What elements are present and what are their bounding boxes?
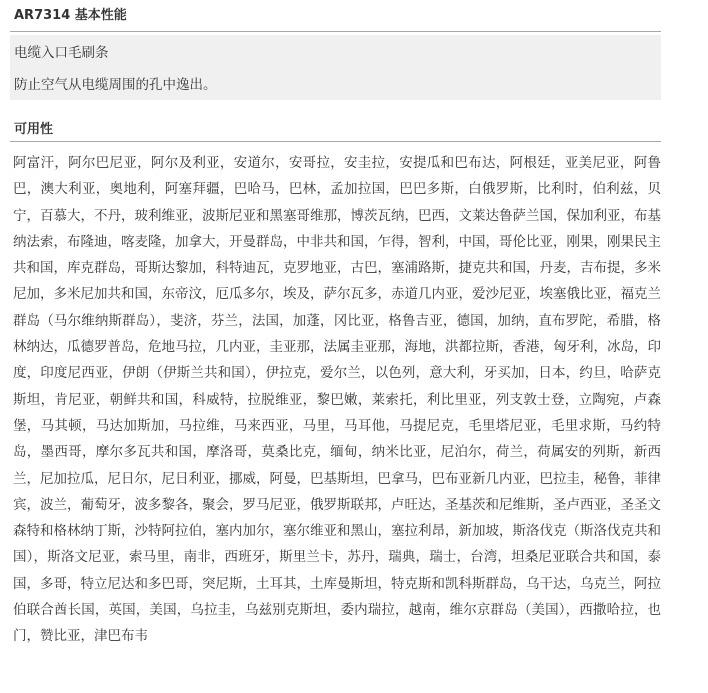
availability-divider [10, 141, 661, 142]
feature-list [10, 35, 661, 100]
performance-divider [10, 31, 661, 32]
country-list: 阿富汗，阿尔巴尼亚，阿尔及利亚，安道尔，安哥拉，安圭拉，安提瓜和巴布达，阿根廷，亚美尼亚，阿鲁巴，澳大利亚，奥地利，阿塞拜疆，巴哈马，巴林，孟加拉国，巴巴多斯，白俄罗斯，比利时，伯利兹，贝宁，百慕大，不丹，玻利维亚，波斯尼亚和黑塞哥维那，博茨瓦纳，巴西，文莱达鲁萨兰国，保加利亚，布基纳法索，布隆迪，喀麦隆，加拿大，开曼群岛，中非共和国，乍得，智利，中国，哥伦比亚，刚果，刚果民主共和国，库克群岛，哥斯达黎加，科特迪瓦，克罗地亚，古巴，塞浦路斯，捷克共和国，丹麦，吉布提，多米尼加，多米尼加共和国，东帝汶，厄瓜多尔，埃及，萨尔瓦多，赤道几内亚，爱沙尼亚，埃塞俄比亚，福克兰群岛（马尔维纳斯群岛），斐济，芬兰，法国，加蓬，冈比亚，格鲁吉亚，德国，加纳，直布罗陀，希腊，格林纳达，瓜德罗普岛，危地马拉，几内亚，圭亚那，法属圭亚那，海地，洪都拉斯，香港，匈牙利，冰岛，印度，印度尼西亚，伊朗（伊斯兰共和国），伊拉克，爱尔兰，以色列，意大利，牙买加，日本，约旦，哈萨克斯坦，肯尼亚，朝鲜共和国，科威特，拉脱维亚，黎巴嫩，莱索托，利比里亚，列支敦士登，立陶宛，卢森堡，马其顿，马达加斯加，马拉维，马来西亚，马里，马耳他，马提尼克，毛里塔尼亚，毛里求斯，马约特岛，墨西哥，摩尔多瓦共和国，摩洛哥，莫桑比克，缅甸，纳米比亚，尼泊尔，荷兰，荷属安的列斯，新西兰，尼加拉瓜，尼日尔，尼日利亚，挪威，阿曼，巴基斯坦，巴拿马，巴布亚新几内亚，巴拉圭，秘鲁，菲律宾，波兰，葡萄牙，波多黎各，聚会，罗马尼亚，俄罗斯联邦，卢旺达，圣基茨和尼维斯，圣卢西亚，圣圣文森特和格林纳丁斯，沙特阿拉伯，塞内加尔，塞尔维亚和黑山，塞拉利昂，新加坡，斯洛伐克（斯洛伐克共和国），斯洛文尼亚，索马里，南非，西班牙，斯里兰卡，苏丹，瑞典，瑞士，台湾，坦桑尼亚联合共和国，泰国，多哥，特立尼达和多巴哥，突尼斯，土耳其，土库曼斯坦，特克斯和凯科斯群岛，乌干达，乌克兰，阿拉伯联合酋长国，英国，美国，乌拉圭，乌兹别克斯坦，委内瑞拉，越南，维尔京群岛（美国），西撒哈拉，也门，赞比亚，津巴布韦 [13, 155, 661, 645]
feature-item: 防止空气从电缆周围的孔中逸出。 [14, 77, 217, 93]
feature-item: 电缆入口毛刷条 [14, 45, 109, 61]
availability-section-title: 可用性 [14, 122, 54, 137]
performance-section-title: AR7314 基本性能 [14, 8, 127, 23]
